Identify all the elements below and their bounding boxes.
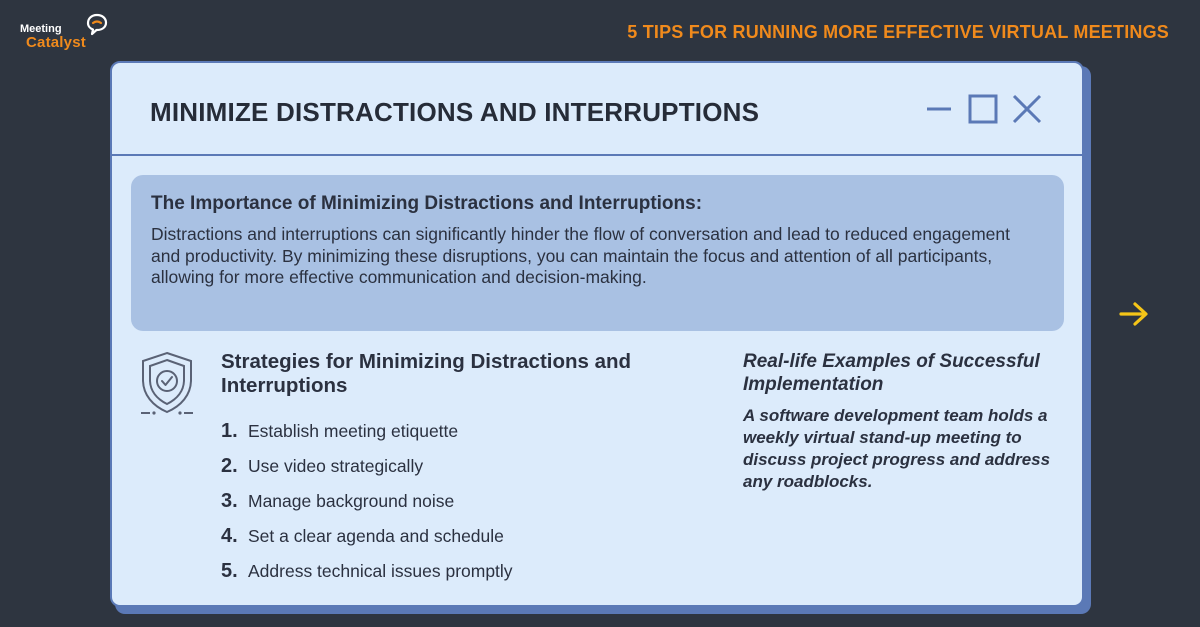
list-item-text: Set a clear agenda and schedule xyxy=(248,526,504,546)
list-item-number: 3. xyxy=(221,490,238,512)
brand-line2: Catalyst xyxy=(26,34,86,51)
examples-heading: Real-life Examples of Successful Implementation xyxy=(743,351,1040,395)
examples-body: A software development team holds a weekly virtual stand-up meeting to discuss project progress and address any roadblocks. xyxy=(743,406,1051,491)
intro-heading: The Importance of Minimizing Distractions and Interruptions: xyxy=(151,193,703,214)
list-item xyxy=(221,420,513,455)
list-item-number: 1. xyxy=(221,420,238,442)
list-item-number: 4. xyxy=(221,525,238,547)
brand-line1: Meeting xyxy=(20,23,62,35)
arrow-right-icon[interactable] xyxy=(1118,298,1150,330)
window-title: MINIMIZE DISTRACTIONS AND INTERRUPTIONS xyxy=(150,97,760,127)
strategies-heading: Strategies for Minimizing Distractions and Interruptions xyxy=(221,350,632,397)
list-item-text: Use video strategically xyxy=(248,456,424,476)
list-item-text: Address technical issues promptly xyxy=(248,561,513,581)
list-item xyxy=(221,490,513,525)
brand-logo xyxy=(20,13,110,53)
list-item-number: 5. xyxy=(221,560,238,582)
speech-bubble-icon xyxy=(86,13,108,37)
list-item xyxy=(221,560,513,595)
strategies-list xyxy=(221,420,513,595)
list-item-text: Manage background noise xyxy=(248,491,455,511)
content-window xyxy=(110,61,1084,607)
minimize-icon[interactable] xyxy=(925,93,953,125)
window-titlebar xyxy=(112,63,1082,156)
list-item-number: 2. xyxy=(221,455,238,477)
close-icon[interactable] xyxy=(1011,93,1043,125)
intro-panel xyxy=(131,175,1064,331)
intro-body: Distractions and interruptions can significantly hinder the flow of conversation and lead to reduced engagement and productivity. By minimizing these disruptions, you can maintain the focus and attention of all participants, allowing for more effective communication and decision-making. xyxy=(151,224,1010,287)
list-item xyxy=(221,455,513,490)
maximize-icon[interactable] xyxy=(967,93,999,125)
list-item xyxy=(221,525,513,560)
shield-check-icon xyxy=(137,350,197,416)
list-item-text: Establish meeting etiquette xyxy=(248,421,459,441)
series-title: 5 TIPS FOR RUNNING MORE EFFECTIVE VIRTUAL MEETINGS xyxy=(627,22,1169,42)
